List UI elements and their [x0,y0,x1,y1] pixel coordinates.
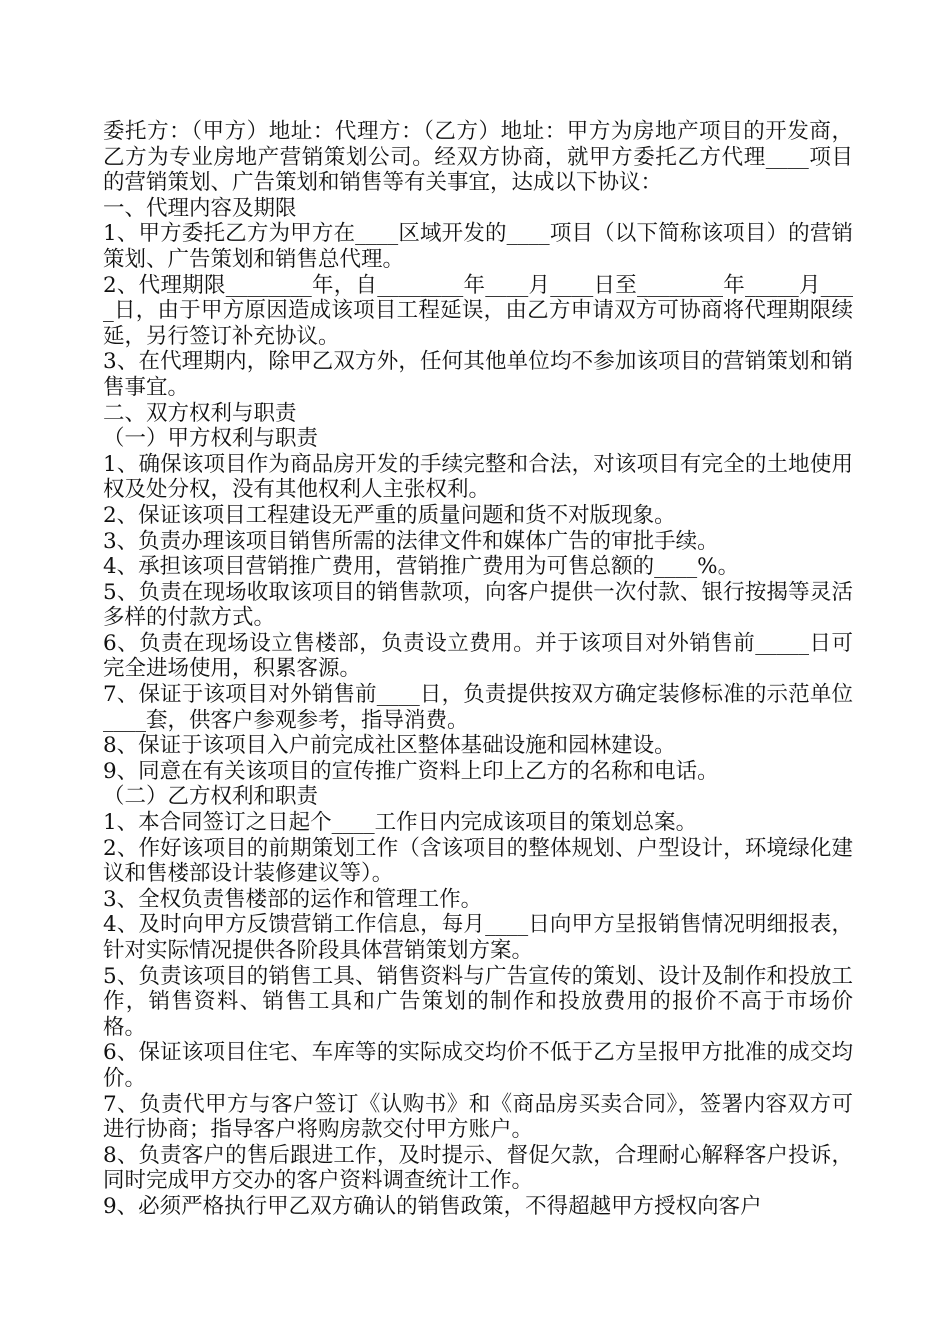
clause-1-3: 3、在代理期内，除甲乙双方外，任何其他单位均不参加该项目的营销策划和销售事宜。 [103,349,853,400]
clause-a-8: 8、保证于该项目入户前完成社区整体基础设施和园林建设。 [103,733,676,759]
clause-a-3: 3、负责办理该项目销售所需的法律文件和媒体广告的审批手续。 [103,528,719,554]
clause-a-7: 7、保证于该项目对外销售前____日，负责提供按双方确定装修标准的示范单位____套，供客户参观参考，指导消费。 [103,682,853,733]
clause-a-9: 9、同意在有关该项目的宣传推广资料上印上乙方的名称和电话。 [103,758,719,784]
clause-a-4: 4、承担该项目营销推广费用，营销推广费用为可售总额的____%。 [103,554,740,580]
clause-a-5: 5、负责在现场收取该项目的销售款项，向客户提供一次付款、银行按揭等灵活多样的付款方式。 [103,579,853,631]
clause-b-5: 5、负责该项目的销售工具、销售资料与广告宣传的策划、设计及制作和投放工作，销售资料、销售工具和广告策划的制作和投放费用的报价不高于市场价格。 [103,963,853,1040]
section-heading-rights-duties: 二、双方权利与职责 [103,400,297,426]
contract-document [103,119,853,1220]
clause-b-6: 6、保证该项目住宅、车库等的实际成交均价不低于乙方呈报甲方批准的成交均价。 [103,1040,853,1091]
clause-b-3: 3、全权负责售楼部的运作和管理工作。 [103,886,483,912]
intro-paragraph: 委托方：（甲方）地址：代理方：（乙方）地址：甲方为房地产项目的开发商，乙方为专业房地产营销策划公司。经双方协商，就甲方委托乙方代理____项目的营销策划、广告策划和销售等有关事宜，达成以下协议： [103,119,853,196]
clause-1-2: 2、代理期限________年，自________年____月____日至________年_____月____日，由于甲方原因造成该项目工程延误，由乙方申请双方可协商将代理期限续延，另行签订补充协议。 [103,272,853,349]
clause-b-9: 9、必须严格执行甲乙双方确认的销售政策，不得超越甲方授权向客户 [103,1193,762,1219]
clause-b-8: 8、负责客户的售后跟进工作，及时提示、督促欠款，合理耐心解释客户投诉，同时完成甲方交办的客户资料调查统计工作。 [103,1142,853,1194]
clause-a-6: 6、负责在现场设立售楼部，负责设立费用。并于该项目对外销售前_____日可完全进场使用，积累客源。 [103,630,853,682]
clause-b-2: 2、作好该项目的前期策划工作（含该项目的整体规划、户型设计，环境绿化建议和售楼部设计装修建议等）。 [103,835,853,887]
clause-b-7: 7、负责代甲方与客户签订《认购书》和《商品房买卖合同》，签署内容双方可进行协商；指导客户将购房款交付甲方账户。 [103,1091,853,1143]
clause-b-4: 4、及时向甲方反馈营销工作信息，每月____日向甲方呈报销售情况明细报表，针对实际情况提供各阶段具体营销策划方案。 [103,912,853,963]
clause-b-1: 1、本合同签订之日起个____工作日内完成该项目的策划总案。 [103,810,698,836]
subsection-heading-party-a: （一）甲方权利与职责 [103,426,319,452]
subsection-heading-party-b: （二）乙方权利和职责 [103,784,319,810]
clause-a-2: 2、保证该项目工程建设无严重的质量问题和货不对版现象。 [103,502,676,528]
clause-a-1: 1、确保该项目作为商品房开发的手续完整和合法，对该项目有完全的土地使用权及处分权，没有其他权利人主张权利。 [103,451,853,503]
section-heading-agency-scope: 一、代理内容及期限 [103,195,297,221]
clause-1-1: 1、甲方委托乙方为甲方在____区域开发的____项目（以下简称该项目）的营销策划、广告策划和销售总代理。 [103,221,853,272]
